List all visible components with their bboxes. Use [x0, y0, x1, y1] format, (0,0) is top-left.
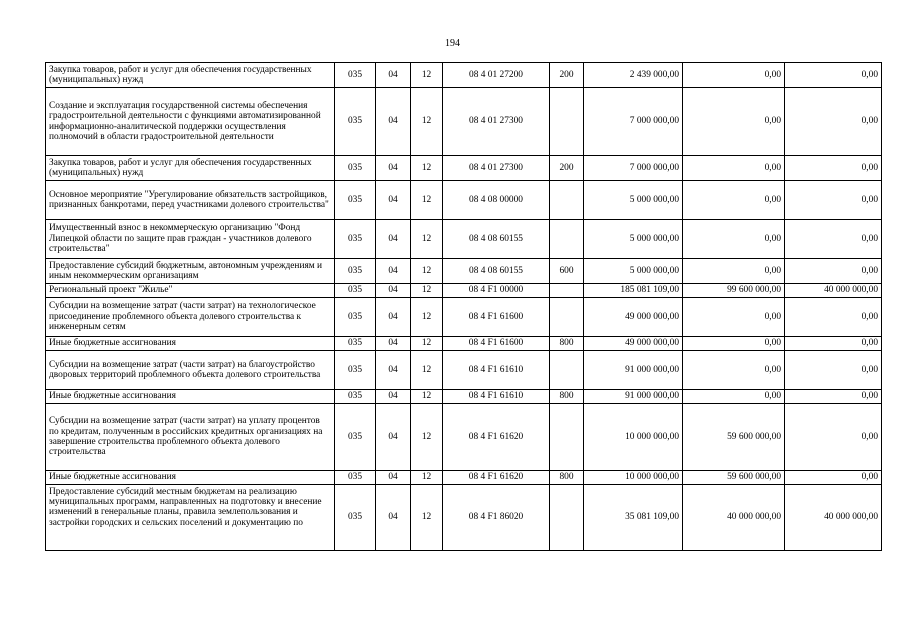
row-name-text: Предоставление субсидий местным бюджетам на реализацию муниципальных программ, направленных на подготовку и внесение изменений в генеральные планы, правила землепользования и застройки городских и сельских поселений и документацию по: [49, 486, 322, 528]
row-name-cell: Региональный проект "Жилье": [46, 284, 335, 298]
row-name-cell: Создание и эксплуатация государственной системы обеспечения градостроительной деятельности с функциями автоматизированной информационно-аналитической поддержки осуществления полномочий в области градостроительной деятельности: [46, 88, 335, 156]
admin-code-cell: 035: [335, 471, 376, 485]
expense-type-cell: 800: [550, 390, 584, 404]
amount-year1-cell: 5 000 000,00: [584, 181, 683, 220]
expense-type-cell: [550, 298, 584, 337]
target-article-cell: 08 4 F1 61620: [443, 404, 550, 471]
table-row: [46, 298, 882, 337]
expense-type-cell: [550, 88, 584, 156]
amount-year3-cell: 0,00: [785, 88, 882, 156]
expense-type-cell: 800: [550, 471, 584, 485]
row-name-cell: Закупка товаров, работ и услуг для обеспечения государственных (муниципальных) нужд: [46, 156, 335, 181]
amount-year1-cell: 10 000 000,00: [584, 404, 683, 471]
admin-code-cell: 035: [335, 63, 376, 88]
amount-year2-cell: 0,00: [683, 88, 785, 156]
section-cell: 04: [376, 220, 411, 259]
table-row: [46, 471, 882, 485]
table-row: [46, 88, 882, 156]
amount-year2-cell: 59 600 000,00: [683, 471, 785, 485]
budget-table: [45, 62, 882, 551]
target-article-cell: 08 4 08 60155: [443, 259, 550, 284]
section-cell: 04: [376, 156, 411, 181]
row-name-cell: Субсидии на возмещение затрат (части затрат) на технологическое присоединение проблемного объекта долевого строительства к инженерным сетям: [46, 298, 335, 337]
table-row: [46, 284, 882, 298]
target-article-cell: 08 4 F1 61600: [443, 337, 550, 351]
amount-year3-cell: 40 000 000,00: [785, 284, 882, 298]
amount-year3-cell: 40 000 000,00: [785, 485, 882, 551]
row-name-cell: Иные бюджетные ассигнования: [46, 471, 335, 485]
subsection-cell: 12: [411, 63, 443, 88]
amount-year1-cell: 49 000 000,00: [584, 337, 683, 351]
amount-year3-cell: 0,00: [785, 259, 882, 284]
row-name-cell: Имущественный взнос в некоммерческую организацию "Фонд Липецкой области по защите прав граждан - участников долевого строительства": [46, 220, 335, 259]
subsection-cell: 12: [411, 485, 443, 551]
amount-year2-cell: 0,00: [683, 220, 785, 259]
section-cell: 04: [376, 298, 411, 337]
target-article-cell: 08 4 08 00000: [443, 181, 550, 220]
admin-code-cell: 035: [335, 156, 376, 181]
target-article-cell: 08 4 01 27300: [443, 156, 550, 181]
table-row: [46, 181, 882, 220]
target-article-cell: 08 4 F1 61610: [443, 351, 550, 390]
amount-year2-cell: 0,00: [683, 337, 785, 351]
admin-code-cell: 035: [335, 220, 376, 259]
expense-type-cell: [550, 404, 584, 471]
section-cell: 04: [376, 337, 411, 351]
admin-code-cell: 035: [335, 337, 376, 351]
amount-year3-cell: 0,00: [785, 156, 882, 181]
amount-year1-cell: 2 439 000,00: [584, 63, 683, 88]
section-cell: 04: [376, 404, 411, 471]
subsection-cell: 12: [411, 181, 443, 220]
section-cell: 04: [376, 471, 411, 485]
table-row: [46, 156, 882, 181]
row-name-cell: Иные бюджетные ассигнования: [46, 337, 335, 351]
amount-year1-cell: 7 000 000,00: [584, 88, 683, 156]
admin-code-cell: 035: [335, 259, 376, 284]
row-name-cell: [46, 485, 335, 551]
table-row: [46, 220, 882, 259]
amount-year1-cell: 5 000 000,00: [584, 220, 683, 259]
table-row: [46, 337, 882, 351]
section-cell: 04: [376, 284, 411, 298]
table-row: [46, 390, 882, 404]
section-cell: 04: [376, 485, 411, 551]
amount-year2-cell: 0,00: [683, 63, 785, 88]
expense-type-cell: [550, 181, 584, 220]
expense-type-cell: 200: [550, 156, 584, 181]
admin-code-cell: 035: [335, 181, 376, 220]
section-cell: 04: [376, 88, 411, 156]
row-name-cell: Закупка товаров, работ и услуг для обеспечения государственных (муниципальных) нужд: [46, 63, 335, 88]
admin-code-cell: 035: [335, 390, 376, 404]
expense-type-cell: 800: [550, 337, 584, 351]
section-cell: 04: [376, 63, 411, 88]
row-name-cell: Иные бюджетные ассигнования: [46, 390, 335, 404]
table-body: [46, 63, 882, 551]
amount-year3-cell: 0,00: [785, 351, 882, 390]
amount-year1-cell: 5 000 000,00: [584, 259, 683, 284]
admin-code-cell: 035: [335, 284, 376, 298]
expense-type-cell: [550, 220, 584, 259]
expense-type-cell: [550, 485, 584, 551]
target-article-cell: 08 4 08 60155: [443, 220, 550, 259]
table-row: [46, 259, 882, 284]
section-cell: 04: [376, 259, 411, 284]
amount-year1-cell: 91 000 000,00: [584, 351, 683, 390]
amount-year2-cell: 59 600 000,00: [683, 404, 785, 471]
table-row: [46, 63, 882, 88]
row-name-cell: Субсидии на возмещение затрат (части затрат) на уплату процентов по кредитам, полученным в российских кредитных организациях на завершение строительства проблемного объекта долевого строительства: [46, 404, 335, 471]
amount-year2-cell: 99 600 000,00: [683, 284, 785, 298]
amount-year3-cell: 0,00: [785, 181, 882, 220]
amount-year3-cell: 0,00: [785, 337, 882, 351]
row-name-cell: Основное мероприятие "Урегулирование обязательств застройщиков, признанных банкротами, перед участниками долевого строительства": [46, 181, 335, 220]
admin-code-cell: 035: [335, 88, 376, 156]
subsection-cell: 12: [411, 298, 443, 337]
amount-year3-cell: 0,00: [785, 298, 882, 337]
admin-code-cell: 035: [335, 485, 376, 551]
target-article-cell: 08 4 F1 61620: [443, 471, 550, 485]
admin-code-cell: 035: [335, 404, 376, 471]
table-row: [46, 351, 882, 390]
page-number: 194: [445, 38, 460, 49]
amount-year1-cell: 49 000 000,00: [584, 298, 683, 337]
target-article-cell: 08 4 F1 61600: [443, 298, 550, 337]
section-cell: 04: [376, 181, 411, 220]
target-article-cell: 08 4 F1 61610: [443, 390, 550, 404]
amount-year3-cell: 0,00: [785, 404, 882, 471]
table-row: [46, 404, 882, 471]
target-article-cell: 08 4 01 27300: [443, 88, 550, 156]
amount-year3-cell: 0,00: [785, 390, 882, 404]
subsection-cell: 12: [411, 220, 443, 259]
subsection-cell: 12: [411, 156, 443, 181]
amount-year1-cell: 91 000 000,00: [584, 390, 683, 404]
amount-year3-cell: 0,00: [785, 63, 882, 88]
section-cell: 04: [376, 351, 411, 390]
subsection-cell: 12: [411, 337, 443, 351]
expense-type-cell: 200: [550, 63, 584, 88]
expense-type-cell: 600: [550, 259, 584, 284]
subsection-cell: 12: [411, 284, 443, 298]
amount-year2-cell: 0,00: [683, 259, 785, 284]
section-cell: 04: [376, 390, 411, 404]
subsection-cell: 12: [411, 404, 443, 471]
admin-code-cell: 035: [335, 351, 376, 390]
amount-year2-cell: 0,00: [683, 390, 785, 404]
target-article-cell: 08 4 01 27200: [443, 63, 550, 88]
row-name-cell: Субсидии на возмещение затрат (части затрат) на благоустройство дворовых территорий проблемного объекта долевого строительства: [46, 351, 335, 390]
subsection-cell: 12: [411, 471, 443, 485]
target-article-cell: 08 4 F1 00000: [443, 284, 550, 298]
amount-year1-cell: 185 081 109,00: [584, 284, 683, 298]
table-row: [46, 485, 882, 551]
amount-year2-cell: 0,00: [683, 351, 785, 390]
row-name-cell: Предоставление субсидий бюджетным, автономным учреждениям и иным некоммерческим организациям: [46, 259, 335, 284]
amount-year2-cell: 0,00: [683, 156, 785, 181]
amount-year2-cell: 40 000 000,00: [683, 485, 785, 551]
amount-year1-cell: 7 000 000,00: [584, 156, 683, 181]
target-article-cell: 08 4 F1 86020: [443, 485, 550, 551]
subsection-cell: 12: [411, 259, 443, 284]
subsection-cell: 12: [411, 88, 443, 156]
admin-code-cell: 035: [335, 298, 376, 337]
amount-year2-cell: 0,00: [683, 298, 785, 337]
amount-year3-cell: 0,00: [785, 471, 882, 485]
subsection-cell: 12: [411, 351, 443, 390]
subsection-cell: 12: [411, 390, 443, 404]
expense-type-cell: [550, 351, 584, 390]
amount-year2-cell: 0,00: [683, 181, 785, 220]
amount-year3-cell: 0,00: [785, 220, 882, 259]
amount-year1-cell: 35 081 109,00: [584, 485, 683, 551]
expense-type-cell: [550, 284, 584, 298]
amount-year1-cell: 10 000 000,00: [584, 471, 683, 485]
